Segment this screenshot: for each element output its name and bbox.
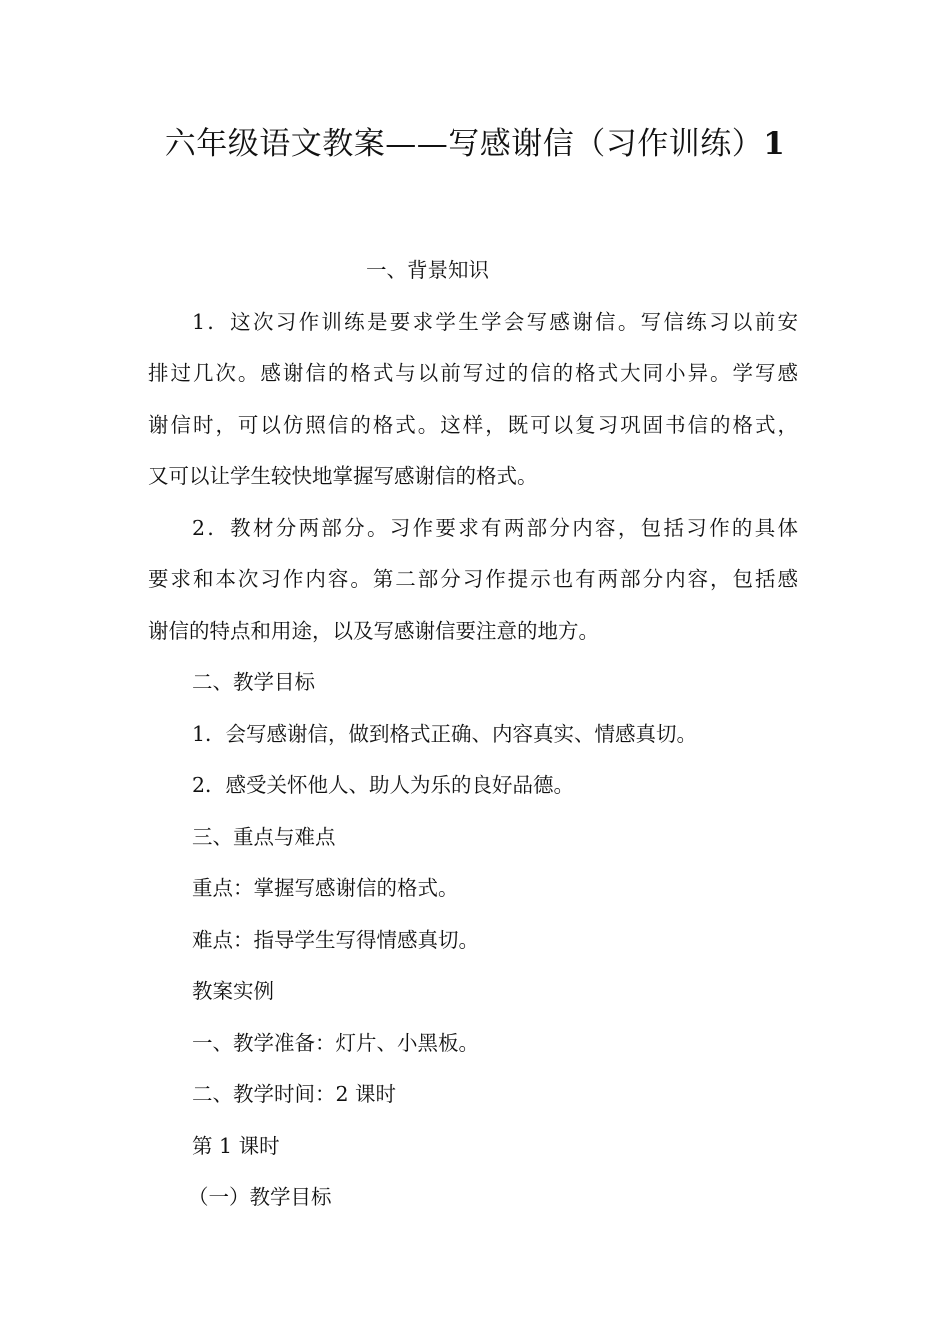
title-number: 1 [763, 126, 786, 162]
paragraph-line: 2．教材分两部分。习作要求有两部分内容，包括习作的具体 [192, 515, 798, 540]
paragraph-line: 二、教学时间：2 课时 [192, 1082, 397, 1106]
section-heading-example: 教案实例 [192, 979, 274, 1003]
paragraph-line: 排过几次。感谢信的格式与以前写过的信的格式大同小异。学写感 [148, 361, 798, 385]
section-heading-key-points: 三、重点与难点 [192, 824, 336, 849]
list-item: 1．会写感谢信，做到格式正确、内容真实、情感真切。 [192, 721, 698, 746]
title-text: 六年级语文教案——写感谢信（习作训练） [164, 126, 764, 162]
document-body [148, 245, 798, 1224]
paragraph-line: 又可以让学生较快地掌握写感谢信的格式。 [148, 464, 538, 488]
list-item: 2．感受关怀他人、助人为乐的良好品德。 [192, 773, 575, 797]
paragraph-line: 谢信时，可以仿照信的格式。这样，既可以复习巩固书信的格式， [148, 412, 798, 437]
paragraph-line: 重点：掌握写感谢信的格式。 [192, 876, 459, 900]
section-heading-goals: 二、教学目标 [192, 670, 315, 694]
paragraph-line: 1．这次习作训练是要求学生学会写感谢信。写信练习以前安 [192, 309, 798, 334]
paragraph-line: 一、教学准备：灯片、小黑板。 [192, 1030, 479, 1055]
lesson-heading: 第 1 课时 [192, 1133, 280, 1158]
paragraph-line: 难点：指导学生写得情感真切。 [192, 927, 479, 952]
subsection-heading: （一）教学目标 [188, 1185, 332, 1209]
paragraph-line: 谢信的特点和用途，以及写感谢信要注意的地方。 [148, 618, 599, 643]
document-title [0, 120, 950, 168]
section-heading-background: 一、背景知识 [366, 258, 489, 282]
paragraph-line: 要求和本次习作内容。第二部分习作提示也有两部分内容，包括感 [148, 567, 798, 591]
